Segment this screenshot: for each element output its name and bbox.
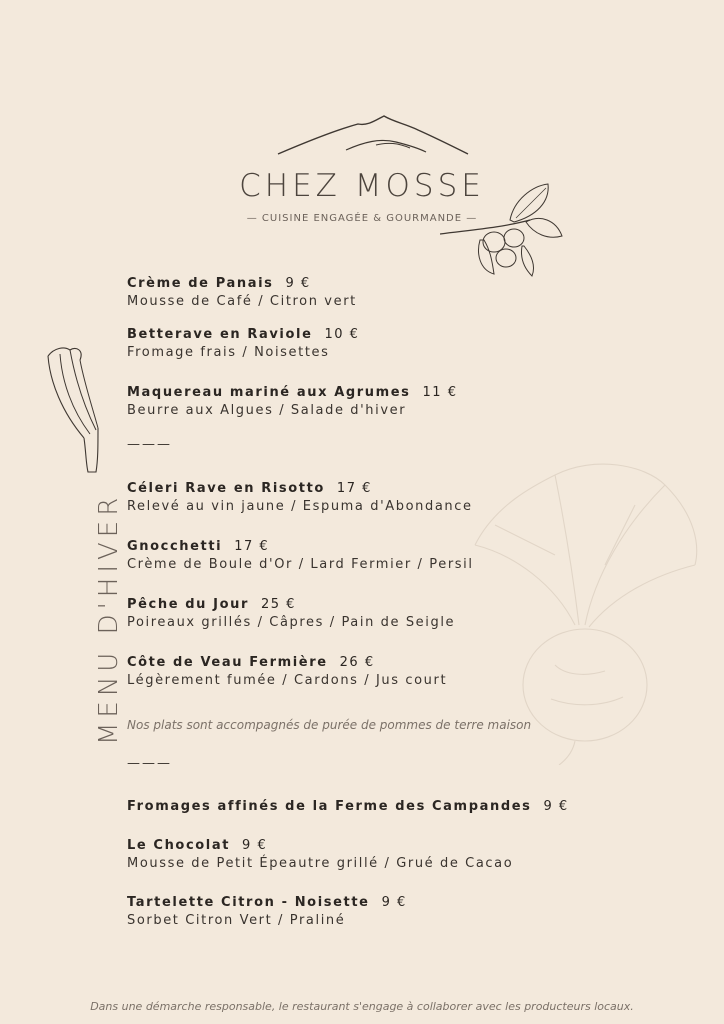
restaurant-name: CHEZ MOSSE (239, 168, 485, 204)
item-name: Le Chocolat (127, 838, 231, 853)
item-price: 9 € (285, 276, 311, 291)
section-separator: ——— (127, 756, 172, 771)
menu-item (127, 891, 407, 928)
item-name: Maquereau mariné aux Agrumes (127, 385, 411, 400)
item-price: 17 € (234, 539, 270, 554)
item-description: Légèrement fumée / Cardons / Jus court (127, 673, 448, 688)
side-title: MENU D'HIVER (94, 492, 124, 745)
beet-illustration-icon (455, 445, 705, 765)
item-name: Fromages affinés de la Ferme des Campandes (127, 799, 532, 814)
menu-item (127, 593, 455, 630)
footer-note: Dans une démarche responsable, le restaurant s'engage à collaborer avec les producteurs locaux. (90, 1000, 634, 1013)
side-dish-note: Nos plats sont accompagnés de purée de pommes de terre maison (127, 718, 532, 732)
hazelnut-branch-icon (440, 180, 564, 280)
item-name: Côte de Veau Fermière (127, 655, 328, 670)
item-price: 10 € (324, 327, 360, 342)
menu-item (127, 535, 474, 572)
mountain-logo-icon (276, 112, 470, 158)
menu-item (127, 651, 447, 688)
item-description: Mousse de Petit Épeautre grillé / Grué de Cacao (127, 856, 514, 871)
item-name: Céleri Rave en Risotto (127, 481, 325, 496)
section-separator: ——— (127, 437, 172, 452)
menu-item (127, 323, 359, 360)
menu-item (127, 795, 569, 814)
item-description: Beurre aux Algues / Salade d'hiver (127, 403, 407, 418)
item-name: Gnocchetti (127, 539, 223, 554)
item-description: Crème de Boule d'Or / Lard Fermier / Persil (127, 557, 474, 572)
item-price: 9 € (381, 895, 407, 910)
menu-item (127, 834, 513, 871)
item-description: Fromage frais / Noisettes (127, 345, 330, 360)
tagline: — CUISINE ENGAGÉE & GOURMANDE — (246, 213, 478, 224)
item-price: 9 € (242, 838, 268, 853)
item-description: Mousse de Café / Citron vert (127, 294, 357, 309)
item-description: Sorbet Citron Vert / Praliné (127, 913, 346, 928)
item-name: Betterave en Raviole (127, 327, 313, 342)
leek-illustration-icon (40, 342, 102, 477)
item-description: Poireaux grillés / Câpres / Pain de Seigle (127, 615, 456, 630)
item-name: Pêche du Jour (127, 597, 249, 612)
item-price: 11 € (422, 385, 458, 400)
item-name: Tartelette Citron - Noisette (127, 895, 370, 910)
item-price: 9 € (543, 799, 569, 814)
item-price: 25 € (260, 597, 296, 612)
menu-item (127, 272, 357, 309)
item-name: Crème de Panais (127, 276, 274, 291)
item-price: 17 € (336, 481, 372, 496)
menu-item (127, 477, 473, 514)
item-price: 26 € (339, 655, 375, 670)
item-description: Relevé au vin jaune / Espuma d'Abondance (127, 499, 473, 514)
menu-item (127, 381, 457, 418)
